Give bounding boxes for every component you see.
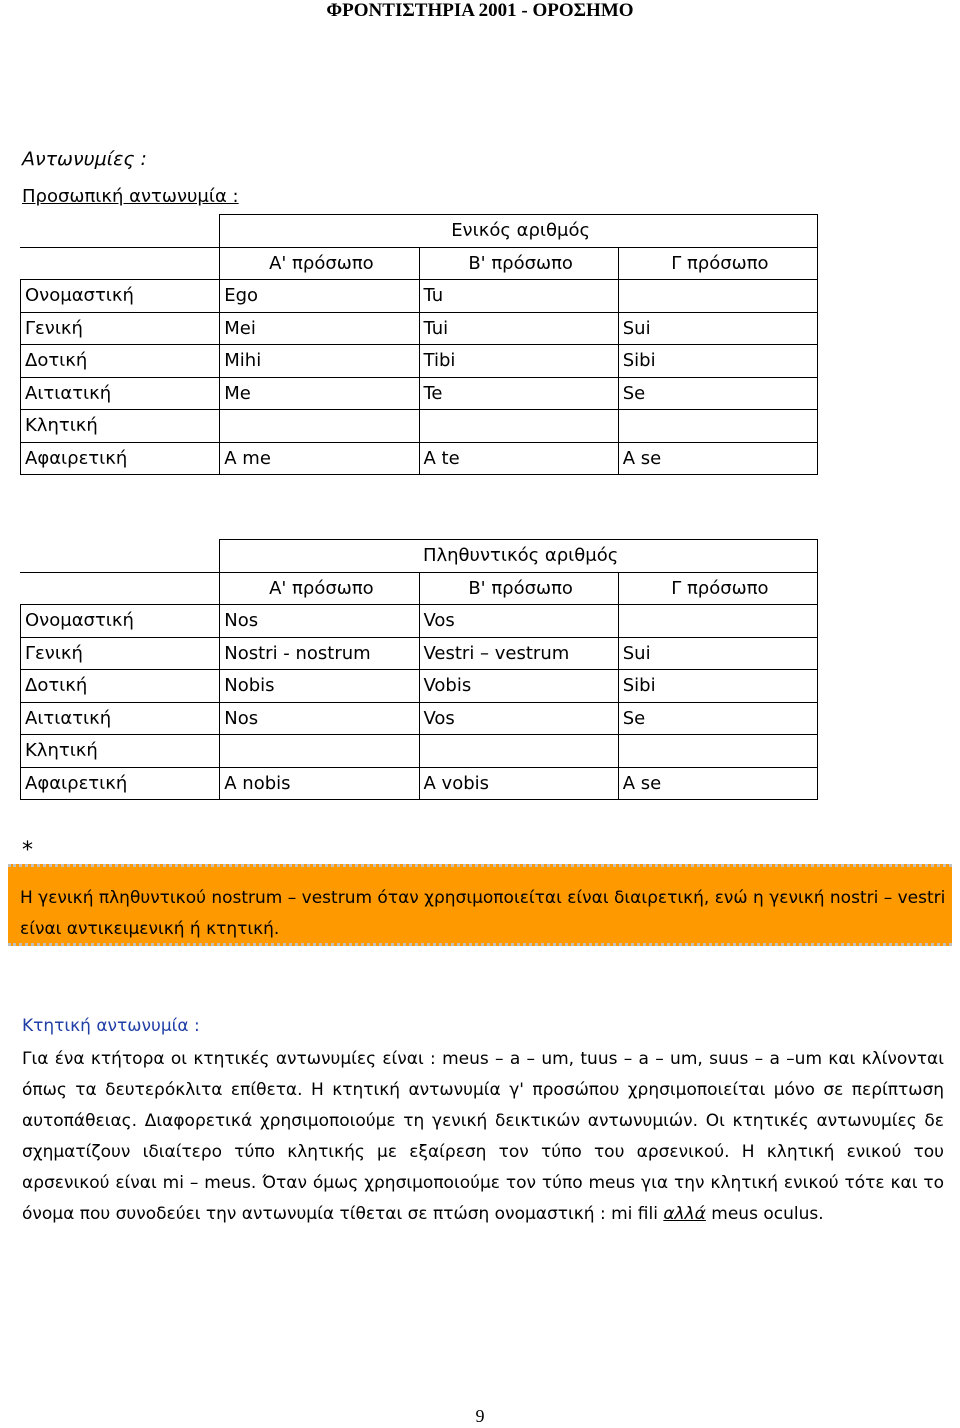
plural-declension-table (20, 539, 818, 800)
footnote-marker: * (22, 838, 33, 863)
table-cell: A se (618, 767, 817, 800)
table-cell: Sui (618, 637, 817, 670)
table-cell (419, 410, 618, 443)
table-cell: A vobis (419, 767, 618, 800)
table-cell (618, 605, 817, 638)
table-row (21, 637, 818, 670)
table-row (21, 702, 818, 735)
case-label: Γενική (21, 312, 220, 345)
table-cell: Sui (618, 312, 817, 345)
section-heading-pronouns: Αντωνυμίες : (22, 148, 147, 170)
case-label: Ονομαστική (21, 605, 220, 638)
table-cell: Se (618, 377, 817, 410)
table-cell: Vos (419, 605, 618, 638)
case-label: Αιτιατική (21, 702, 220, 735)
table-row (21, 377, 818, 410)
case-label: Κλητική (21, 735, 220, 768)
case-label: Δοτική (21, 670, 220, 703)
emphasized-word: αλλά (663, 1204, 706, 1224)
page-number: 9 (475, 1406, 485, 1426)
table-row (21, 605, 818, 638)
possessive-pronoun-paragraph (22, 1044, 944, 1230)
paragraph-text-end: meus oculus. (705, 1204, 824, 1224)
column-header: Β' πρόσωπο (419, 247, 618, 280)
table-corner (21, 215, 220, 248)
column-header: Γ πρόσωπο (618, 247, 817, 280)
table-cell (419, 735, 618, 768)
plural-table-title: Πληθυντικός αριθμός (220, 540, 818, 573)
table-cell: Me (220, 377, 419, 410)
table-cell: Tu (419, 280, 618, 313)
singular-table-title: Ενικός αριθμός (220, 215, 818, 248)
table-row (21, 345, 818, 378)
singular-declension-table (20, 214, 818, 475)
table-cell (618, 280, 817, 313)
table-cell: Nos (220, 605, 419, 638)
table-row (21, 442, 818, 475)
table-cell: A nobis (220, 767, 419, 800)
case-label: Αιτιατική (21, 377, 220, 410)
table-row (21, 735, 818, 768)
table-row (21, 280, 818, 313)
table-cell: Mihi (220, 345, 419, 378)
column-header: Γ πρόσωπο (618, 572, 817, 605)
table-row (21, 670, 818, 703)
table-cell: Nostri - nostrum (220, 637, 419, 670)
section-heading-personal-pronoun: Προσωπική αντωνυμία : (22, 186, 239, 207)
note-text: Η γενική πληθυντικού nostrum – vestrum όταν χρησιμοποιείται είναι διαιρετική, ενώ η γενική nostri – vestri είναι αντικειμενική ή κτητική. (20, 888, 946, 939)
column-header: Α' πρόσωπο (220, 572, 419, 605)
table-cell: Sibi (618, 670, 817, 703)
table-cell: A te (419, 442, 618, 475)
table-cell: Se (618, 702, 817, 735)
case-label: Γενική (21, 637, 220, 670)
column-header: Α' πρόσωπο (220, 247, 419, 280)
case-label: Ονομαστική (21, 280, 220, 313)
table-cell: Ego (220, 280, 419, 313)
case-label: Αφαιρετική (21, 442, 220, 475)
table-cell: Te (419, 377, 618, 410)
table-corner (21, 572, 220, 605)
table-cell: Tibi (419, 345, 618, 378)
section-heading-possessive-pronoun: Κτητική αντωνυμία : (22, 1016, 200, 1036)
table-row (21, 767, 818, 800)
case-label: Δοτική (21, 345, 220, 378)
case-label: Αφαιρετική (21, 767, 220, 800)
table-cell: Sibi (618, 345, 817, 378)
table-cell (220, 735, 419, 768)
table-cell: Nobis (220, 670, 419, 703)
table-cell: A se (618, 442, 817, 475)
table-cell: Vos (419, 702, 618, 735)
case-label: Κλητική (21, 410, 220, 443)
table-row (21, 312, 818, 345)
table-row (21, 410, 818, 443)
table-corner (21, 540, 220, 573)
paragraph-text: Για ένα κτήτορα οι κτητικές αντωνυμίες είναι : meus – a – um, tuus – a – um, suus – a –um και κλίνονται όπως τα δευτερόκλιτα επίθετα. Η κτητική αντωνυμία γ' προσώπου χρησιμοποιείται μόνο σε περίπτωση αυτοπάθειας. Διαφορετικά χρησιμοποιούμε τη γενική δεικτικών αντωνυμιών. Οι κτητικές αντωνυμίες δε σχηματίζουν ιδιαίτερο τύπο κλητικής με εξαίρεση τον τύπο του αρσενικού. Η κλητική ενικού του αρσενικού είναι mi – meus. Όταν όμως χρησιμοποιούμε τον τύπο meus για την κλητική ενικού τότε και το όνομα που συνοδεύει την αντωνυμία τίθεται σε πτώση ονομαστική : mi fili (22, 1049, 944, 1224)
table-cell (618, 410, 817, 443)
table-cell: Tui (419, 312, 618, 345)
table-cell: Vobis (419, 670, 618, 703)
table-cell: Mei (220, 312, 419, 345)
table-corner (21, 247, 220, 280)
table-cell: A me (220, 442, 419, 475)
table-cell: Vestri – vestrum (419, 637, 618, 670)
table-cell (220, 410, 419, 443)
highlighted-note (8, 864, 952, 946)
table-cell (618, 735, 817, 768)
table-cell: Nos (220, 702, 419, 735)
page-header: ΦΡΟΝΤΙΣΤΗΡΙΑ 2001 - ΟΡΟΣΗΜΟ (326, 0, 634, 21)
column-header: Β' πρόσωπο (419, 572, 618, 605)
